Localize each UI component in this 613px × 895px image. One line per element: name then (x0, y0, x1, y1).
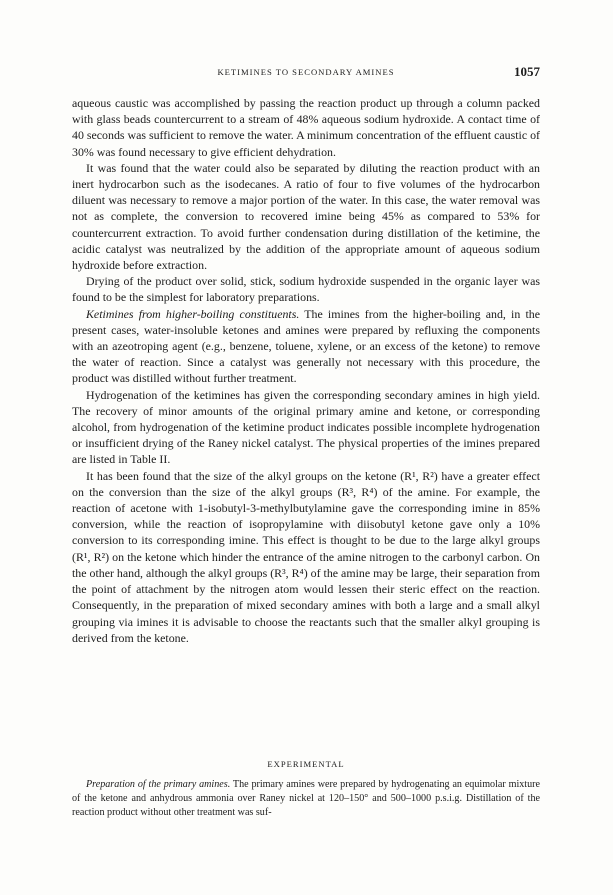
paragraph-text: It has been found that the size of the alkyl groups on the ketone (R¹, R²) have a greater effect on the conversion than the size of the alkyl groups (R³, R⁴) of the amine. For example, the reaction of acetone with 1-isobutyl-3-methylbutylamine gave the corresponding imine in 85% conversion, while the reaction of isopropylamine with diisobutyl ketone gave only a 10% conversion to its corresponding imine. This effect is thought to be due to the large alkyl groups (R¹, R²) on the ketone which hinder the entrance of the amine nitrogen to the carbonyl carbon. On the other hand, although the alkyl groups (R³, R⁴) of the amine may be large, their separation from the point of attachment by the nitrogen atom would lessen their steric effect on the reaction. Consequently, in the preparation of mixed secondary amines with both a large and a small alkyl grouping via imines it is advisable to choose the reactants such that the smaller alkyl grouping is derived from the ketone. (72, 468, 540, 645)
paragraph-text: aqueous caustic was accomplished by passing the reaction product up through a column packed with glass beads countercurrent to a stream of 48% aqueous sodium hydroxide. A contact time of 40 seconds was sufficient to remove the water. A minimum concentration of the effluent caustic of 30% was found necessary to give efficient dehydration. (72, 96, 540, 159)
experimental-text (72, 778, 540, 821)
running-header (72, 64, 540, 80)
paragraph-hydrocarbon-dilution (72, 160, 540, 273)
paragraph-higher-boiling (72, 306, 540, 387)
paragraph-text: The imines from the higher-boiling and, in the present cases, water-insoluble ketones and amines were prepared by refluxing the components with an azeotroping agent (e.g., benzene, toluene, xylene, or an excess of the ketone) to remove the water of reaction. Since a catalyst was generally not necessary with this procedure, the product was distilled without further treatment. (72, 306, 541, 386)
paragraph-lead: Ketimines from higher-boiling constituents. (86, 306, 300, 321)
paragraph-caustic-drying (72, 95, 540, 160)
paragraph-text: Hydrogenation of the ketimines has given the corresponding secondary amines in high yield. The recovery of minor amounts of the original primary amine and ketone, or corresponding alcohol, from hydrogenation of the ketimine product indicates possible incomplete hydrogenation or insufficient drying of the Raney nickel catalyst. The physical properties of the imines prepared are listed in Table II. (72, 387, 540, 467)
paragraph-hydrogenation (72, 387, 540, 468)
paragraph-solid-hydroxide (72, 273, 540, 305)
paragraph-text: Drying of the product over solid, stick, sodium hydroxide suspended in the organic layer was found to be the simplest for laboratory preparations. (72, 274, 540, 305)
paragraph-text: The primary amines were prepared by hydrogenating an equimolar mixture of the ketone and anhydrous ammonia over Raney nickel at 120–150° and 500–1000 p.s.i.g. Distillation of the reaction product without other treatment was suf- (72, 779, 541, 819)
paragraph-primary-amines (72, 778, 540, 821)
body-text (72, 95, 540, 646)
paragraph-text: It was found that the water could also be separated by diluting the reaction product with an inert hydrocarbon such as the isodecanes. A ratio of four to five volumes of the hydrocarbon diluent was necessary to remove a major portion of the water. In this case, the water removal was not as complete, the conversion to recovered imine being 45% as compared to 53% for countercurrent extraction. To avoid further condensation during distillation of the ketimine, the acidic catalyst was neutralized by the addition of the appropriate amount of aqueous sodium hydroxide before extraction. (72, 160, 540, 273)
page-number: 1057 (514, 64, 540, 79)
paragraph-alkyl-groups (72, 468, 540, 646)
section-heading-experimental: EXPERIMENTAL (267, 759, 345, 769)
running-title: KETIMINES TO SECONDARY AMINES (217, 67, 395, 77)
paragraph-lead: Preparation of the primary amines. (86, 779, 231, 790)
